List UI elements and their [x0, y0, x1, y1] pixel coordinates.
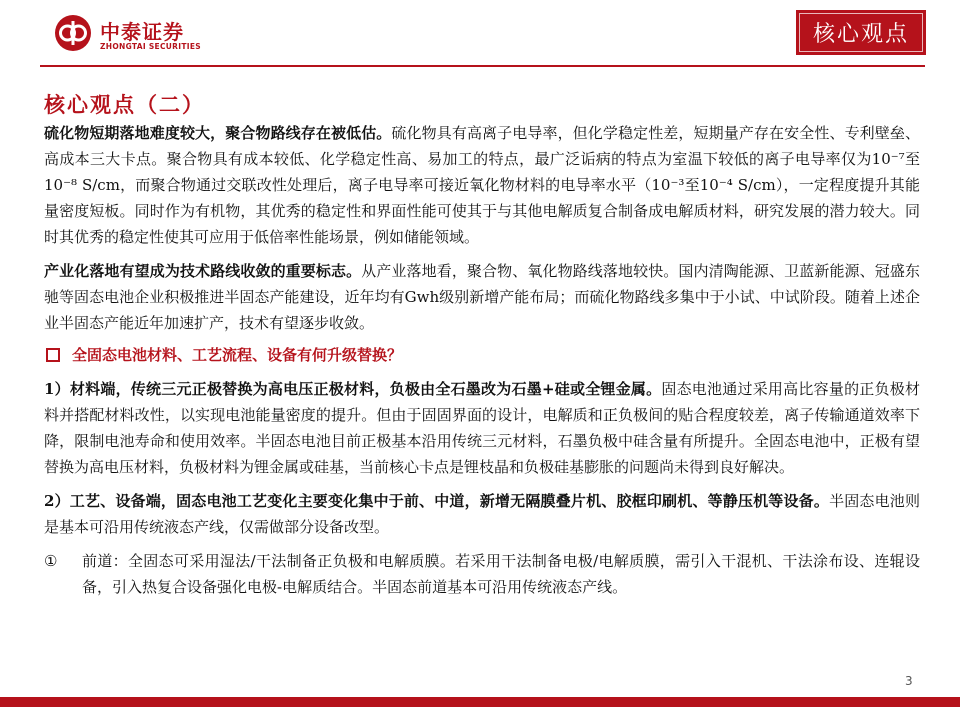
company-logo [54, 14, 214, 58]
logo-english-name: ZHONGTAI SECURITIES [100, 42, 201, 51]
header-tag [796, 10, 926, 55]
paragraph-body: 半固态电池则是基本可沿用传统液态产线，仅需做部分设备改型。 [44, 492, 920, 536]
header-tag-label: 核心观点 [799, 13, 923, 52]
paragraph-lead: 2）工艺、设备端，固态电池工艺变化主要变化集中于前、中道，新增无隔膜叠片机、胶框印刷机、等静压机等设备。 [44, 492, 830, 510]
list-item-front-end [44, 548, 920, 600]
item-number: ① [44, 552, 58, 570]
main-content [44, 120, 920, 600]
header-divider [40, 65, 925, 67]
logo-chinese-name: 中泰证券 [100, 20, 184, 44]
paragraph-industrialization [44, 258, 920, 336]
paragraph-body: 从产业落地看，聚合物、氧化物路线落地较快。国内清陶能源、卫蓝新能源、冠盛东驰等固态电池企业积极推进半固态产能建设，近年均有Gwh级别新增产能布局；而硫化物路线多集中于小试、中试阶段。随着上述企业半固态产能近年加速扩产，技术有望逐步收敛。 [44, 262, 920, 332]
page-number: 3 [905, 674, 913, 688]
footer-bar [0, 697, 960, 707]
paragraph-lead: 1）材料端，传统三元正极替换为高电压正极材料，负极由全石墨改为石墨+硅或全锂金属。 [44, 380, 662, 398]
section-title: 核心观点（二） [44, 92, 205, 117]
paragraph-sulfide [44, 120, 920, 250]
paragraph-body: 硫化物具有高离子电导率，但化学稳定性差，短期量产存在安全性、专利壁垒、高成本三大卡点。聚合物具有成本较低、化学稳定性高、易加工的特点，最广泛诟病的特点为室温下较低的离子电导率仅为10⁻⁷至10⁻⁸ S/cm，而聚合物通过交联改性处理后，离子电导率可接近氧化物材料的电导率水平（10⁻³至10⁻⁴ S/cm），一定程度提升其能量密度短板。同时作为有机物，其优秀的稳定性和界面性能可使其于与其他电解质复合制备成电解质材料，研究发展的潜力较大。同时其优秀的稳定性使其可应用于低倍率性能场景，例如储能领域。 [44, 124, 920, 246]
paragraph-lead: 产业化落地有望成为技术路线收敛的重要标志。 [44, 262, 362, 280]
paragraph-materials [44, 376, 920, 480]
paragraph-process [44, 488, 920, 540]
question-text: 全固态电池材料、工艺流程、设备有何升级替换？ [72, 346, 403, 364]
zhongtai-logo-icon [54, 14, 92, 52]
paragraph-body: 固态电池通过采用高比容量的正负极材料并搭配材料改性，以实现电池能量密度的提升。但由于固固界面的设计，电解质和正负极间的贴合程度较差，离子传输通道效率下降，限制电池寿命和使用效率。半固态电池目前正极基本沿用传统三元材料，石墨负极中硅含量有所提升。全固态电池中，正极有望替换为高电压材料，负极材料为锂金属或硅基，当前核心卡点是锂枝晶和负极硅基膨胀的问题尚未得到良好解决。 [44, 380, 920, 476]
item-text: 前道：全固态可采用湿法/干法制备正负极和电解质膜。若采用干法制备电极/电解质膜，需引入干混机、干法涂布设、连辊设备，引入热复合设备强化电极-电解质结合。半固态前道基本可沿用传统液态产线。 [82, 552, 920, 596]
question-heading [44, 342, 920, 368]
square-bullet-icon [46, 348, 60, 362]
paragraph-lead: 硫化物短期落地难度较大，聚合物路线存在被低估。 [44, 124, 392, 142]
